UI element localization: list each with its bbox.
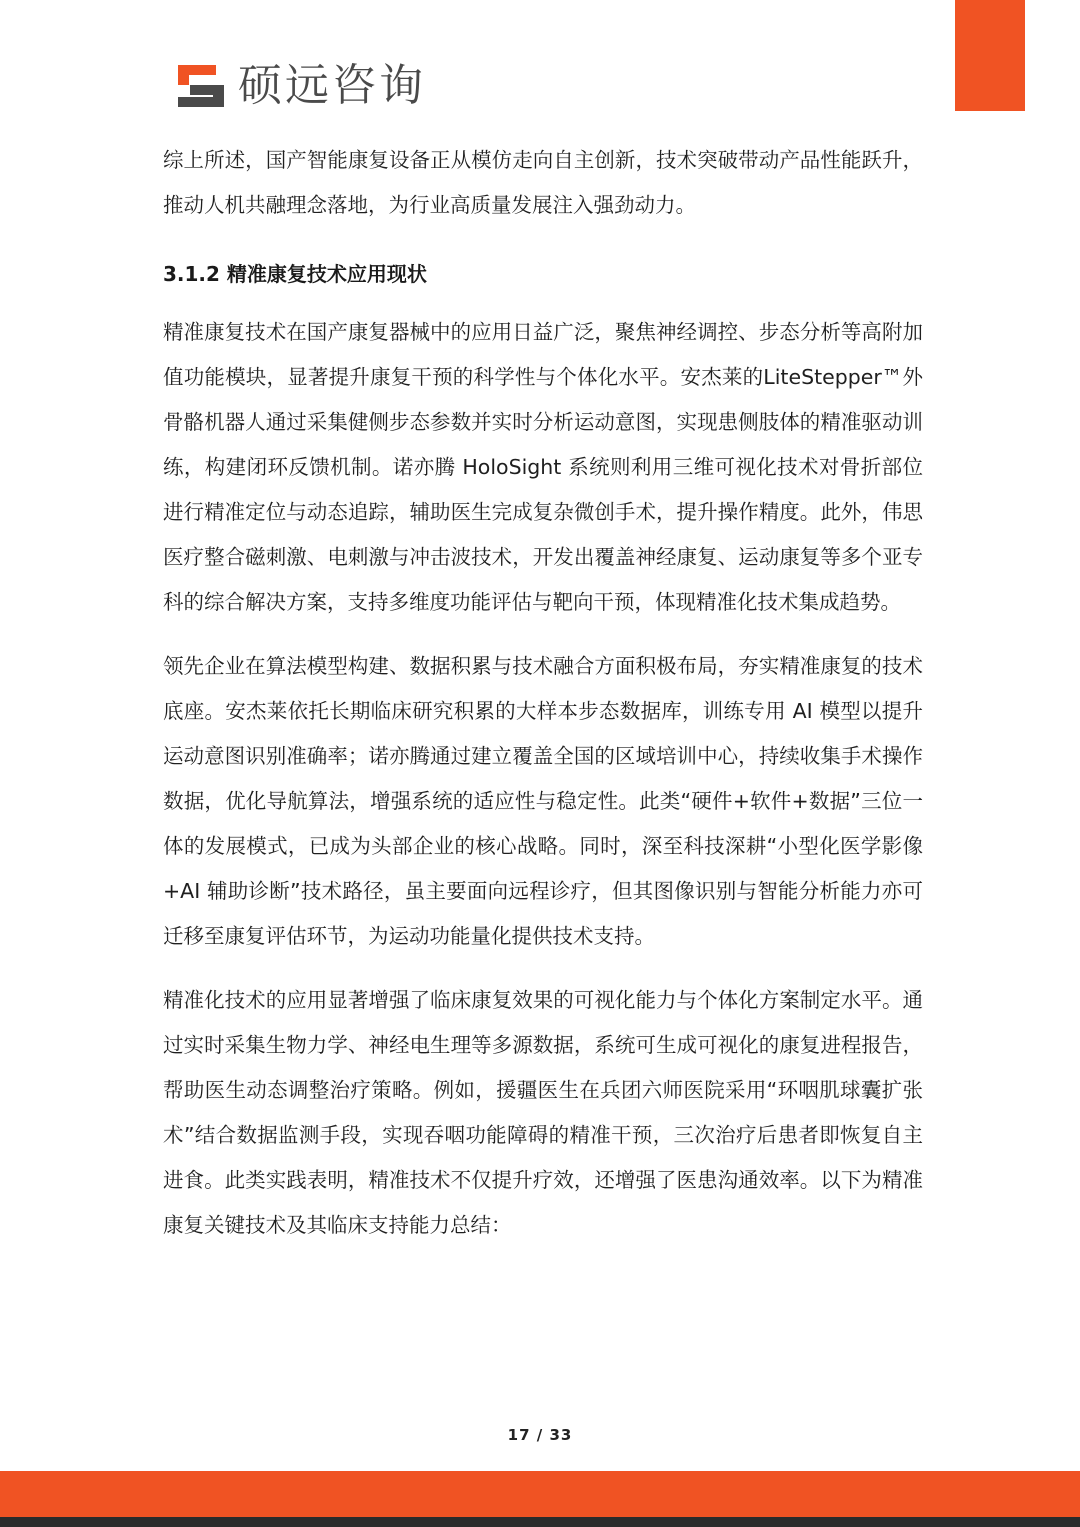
document-body — [163, 138, 923, 1248]
footer-dark-line — [0, 1517, 1080, 1527]
brand-name: 硕远咨询 — [238, 60, 426, 111]
brand-logo — [176, 58, 426, 114]
page-number: 17 / 33 — [507, 1426, 573, 1444]
paragraph-precision-rehab: 精准康复技术在国产康复器械中的应用日益广泛，聚焦神经调控、步态分析等高附加值功能模块，显著提升康复干预的科学性与个体化水平。安杰莱的LiteStepper™外骨骼机器人通过采集健侧步态参数并实时分析运动意图，实现患侧肢体的精准驱动训练，构建闭环反馈机制。诺亦腾 HoloSight 系统则利用三维可视化技术对骨折部位进行精准定位与动态追踪，辅助医生完成复杂微创手术，提升操作精度。此外，伟思医疗整合磁刺激、电刺激与冲击波技术，开发出覆盖神经康复、运动康复等多个亚专科的综合解决方案，支持多维度功能评估与靶向干预，体现精准化技术集成趋势。 — [163, 320, 923, 614]
footer-accent-bar — [0, 1471, 1080, 1517]
corner-accent-block — [955, 0, 1025, 111]
s-logo-icon — [176, 61, 226, 111]
paragraph-summary: 综上所述，国产智能康复设备正从模仿走向自主创新，技术突破带动产品性能跃升，推动人机共融理念落地，为行业高质量发展注入强劲动力。 — [163, 148, 923, 217]
paragraph-clinical-effect: 精准化技术的应用显著增强了临床康复效果的可视化能力与个体化方案制定水平。通过实时采集生物力学、神经电生理等多源数据，系统可生成可视化的康复进程报告，帮助医生动态调整治疗策略。例如，援疆医生在兵团六师医院采用“环咽肌球囊扩张术”结合数据监测手段，实现吞咽功能障碍的精准干预，三次治疗后患者即恢复自主进食。此类实践表明，精准技术不仅提升疗效，还增强了医患沟通效率。以下为精准康复关键技术及其临床支持能力总结： — [163, 988, 923, 1237]
section-heading: 3.1.2 精准康复技术应用现状 — [163, 262, 427, 286]
paragraph-leading-companies: 领先企业在算法模型构建、数据积累与技术融合方面积极布局，夯实精准康复的技术底座。安杰莱依托长期临床研究积累的大样本步态数据库，训练专用 AI 模型以提升运动意图识别准确率；诺亦腾通过建立覆盖全国的区域培训中心，持续收集手术操作数据，优化导航算法，增强系统的适应性与稳定性。此类“硬件+软件+数据”三位一体的发展模式，已成为头部企业的核心战略。同时，深至科技深耕“小型化医学影像+AI 辅助诊断”技术路径，虽主要面向远程诊疗，但其图像识别与智能分析能力亦可迁移至康复评估环节，为运动功能量化提供技术支持。 — [163, 654, 923, 948]
